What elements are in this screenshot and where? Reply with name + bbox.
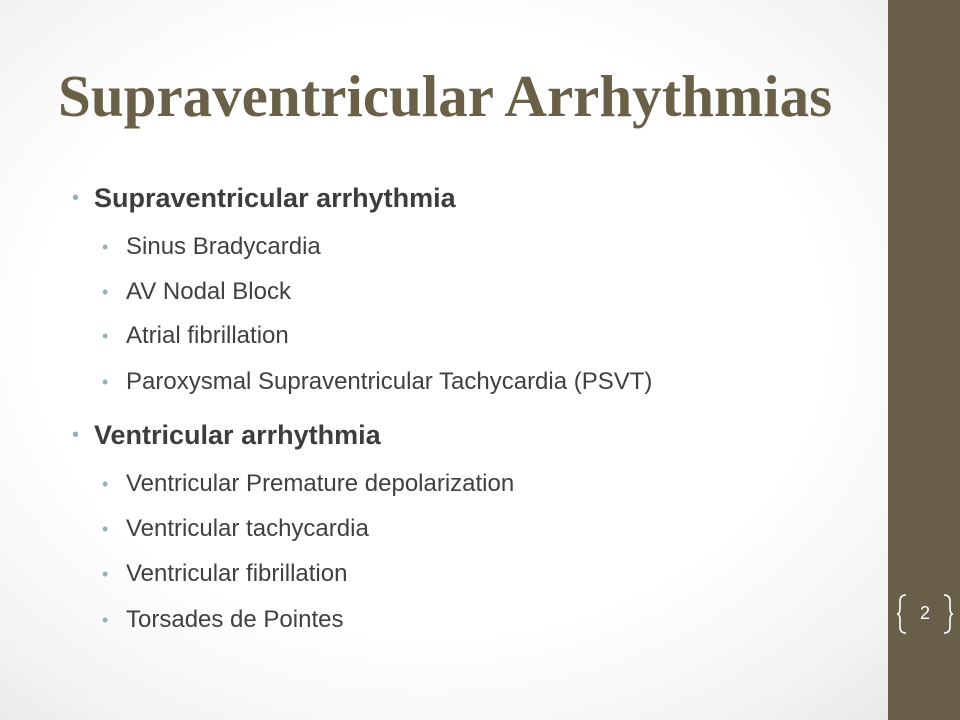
list-item-text: Ventricular fibrillation (126, 560, 348, 587)
list-item-text: Torsades de Pointes (126, 606, 344, 633)
list-item (102, 321, 289, 351)
bullet-icon: • (72, 187, 80, 209)
list-item (102, 232, 321, 262)
list-item-text: Sinus Bradycardia (126, 233, 321, 260)
list-item-text: Paroxysmal Supraventricular Tachycardia (PSVT) (126, 368, 653, 395)
page-number-badge (896, 592, 954, 636)
bullet-icon: • (102, 564, 109, 584)
section-heading-text: Supraventricular arrhythmia (94, 183, 456, 213)
list-item (102, 514, 369, 544)
list-item-text: Atrial fibrillation (126, 322, 289, 349)
bullet-icon: • (102, 237, 109, 257)
bullet-icon: • (102, 610, 109, 630)
bullet-icon: • (102, 474, 109, 494)
bullet-icon: • (102, 519, 109, 539)
list-item (102, 277, 291, 307)
bullet-icon: • (72, 424, 80, 446)
list-item-text: Ventricular Premature depolarization (126, 470, 515, 497)
section-heading-text: Ventricular arrhythmia (94, 420, 381, 450)
list-item-text: Ventricular tachycardia (126, 515, 369, 542)
list-item (102, 469, 515, 499)
list-item (102, 605, 344, 635)
section-heading-ventricular (72, 418, 381, 452)
bullet-icon: • (102, 372, 109, 392)
bullet-icon: • (102, 326, 109, 346)
list-item (102, 367, 653, 397)
page-number: 2 (919, 603, 930, 623)
slide-title: Supraventricular Arrhythmias (58, 63, 833, 129)
list-item (102, 559, 348, 589)
list-item-text: AV Nodal Block (126, 278, 291, 305)
section-heading-supraventricular (72, 181, 456, 215)
bullet-icon: • (102, 282, 109, 302)
